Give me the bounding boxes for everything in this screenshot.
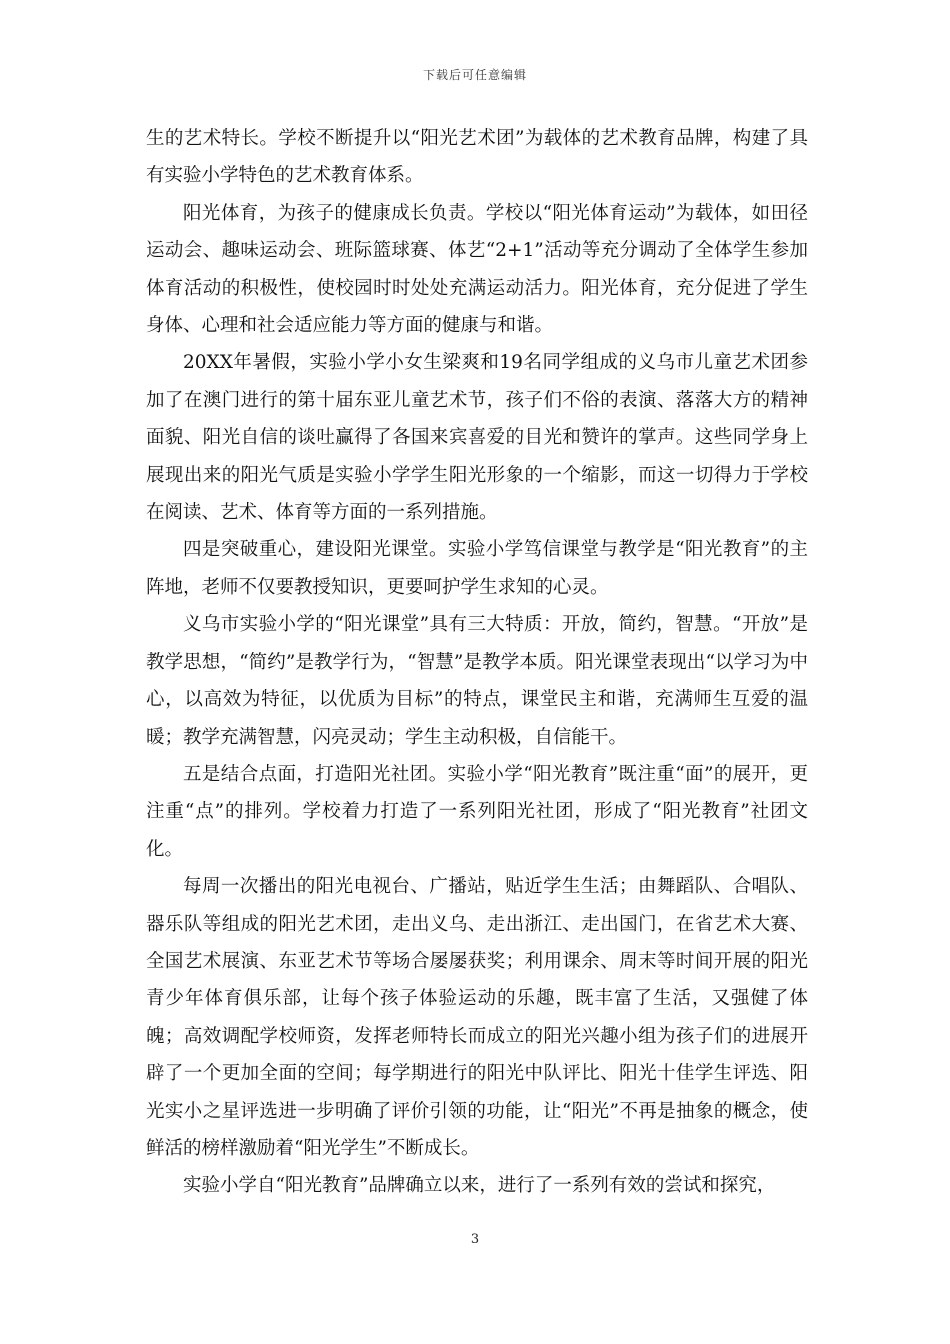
paragraph-2: 阳光体育，为孩子的健康成长负责。学校以“阳光体育运动”为载体，如田径运动会、趣味运动会、班际篮球赛、体艺“2+1”活动等充分调动了全体学生参加体育活动的积极性，使校园时时处处充满运动活力。阳光体育，充分促进了学生身体、心理和社会适应能力等方面的健康与和谐。 [146, 202, 808, 337]
page-header: 下载后可任意编辑 [422, 68, 527, 82]
paragraph-6: 五是结合点面，打造阳光社团。实验小学“阳光教育”既注重“面”的展开，更注重“点”的排列。学校着力打造了一系列阳光社团，形成了“阳光教育”社团文化。 [146, 763, 808, 860]
page-number: 3 [470, 1232, 480, 1247]
document-body [146, 120, 808, 1205]
paragraph-1: 生的艺术特长。学校不断提升以“阳光艺术团”为载体的艺术教育品牌，构建了具有实验小学特色的艺术教育体系。 [146, 128, 808, 187]
paragraph-7: 每周一次播出的阳光电视台、广播站，贴近学生生活；由舞蹈队、合唱队、器乐队等组成的阳光艺术团，走出义乌、走出浙江、走出国门，在省艺术大赛、全国艺术展演、东亚艺术节等场合屡屡获奖；利用课余、周末等时间开展的阳光青少年体育俱乐部，让每个孩子体验运动的乐趣，既丰富了生活，又强健了体魄；高效调配学校师资，发挥老师特长而成立的阳光兴趣小组为孩子们的进展开辟了一个更加全面的空间；每学期进行的阳光中队评比、阳光十佳学生评选、阳光实小之星评选进一步明确了评价引领的功能，让“阳光”不再是抽象的概念，使鲜活的榜样激励着“阳光学生”不断成长。 [146, 876, 808, 1159]
paragraph-4: 四是突破重心，建设阳光课堂。实验小学笃信课堂与教学是“阳光教育”的主阵地，老师不仅要教授知识，更要呵护学生求知的心灵。 [146, 539, 808, 598]
paragraph-3: 20XX年暑假，实验小学小女生梁爽和19名同学组成的义乌市儿童艺术团参加了在澳门进行的第十届东亚儿童艺术节，孩子们不俗的表演、落落大方的精神面貌、阳光自信的谈吐赢得了各国来宾喜爱的目光和赞许的掌声。这些同学身上展现出来的阳光气质是实验小学学生阳光形象的一个缩影，而这一切得力于学校在阅读、艺术、体育等方面的一系列措施。 [146, 352, 808, 524]
paragraph-8: 实验小学自“阳光教育”品牌确立以来，进行了一系列有效的尝试和探究， [183, 1175, 776, 1197]
paragraph-5: 义乌市实验小学的“阳光课堂”具有三大特质：开放，简约，智慧。“开放”是教学思想，“简约”是教学行为，“智慧”是教学本质。阳光课堂表现出“以学习为中心，以高效为特征，以优质为目标”的特点，课堂民主和谐，充满师生互爱的温暖；教学充满智慧，闪亮灵动；学生主动积极，自信能干。 [146, 614, 808, 748]
